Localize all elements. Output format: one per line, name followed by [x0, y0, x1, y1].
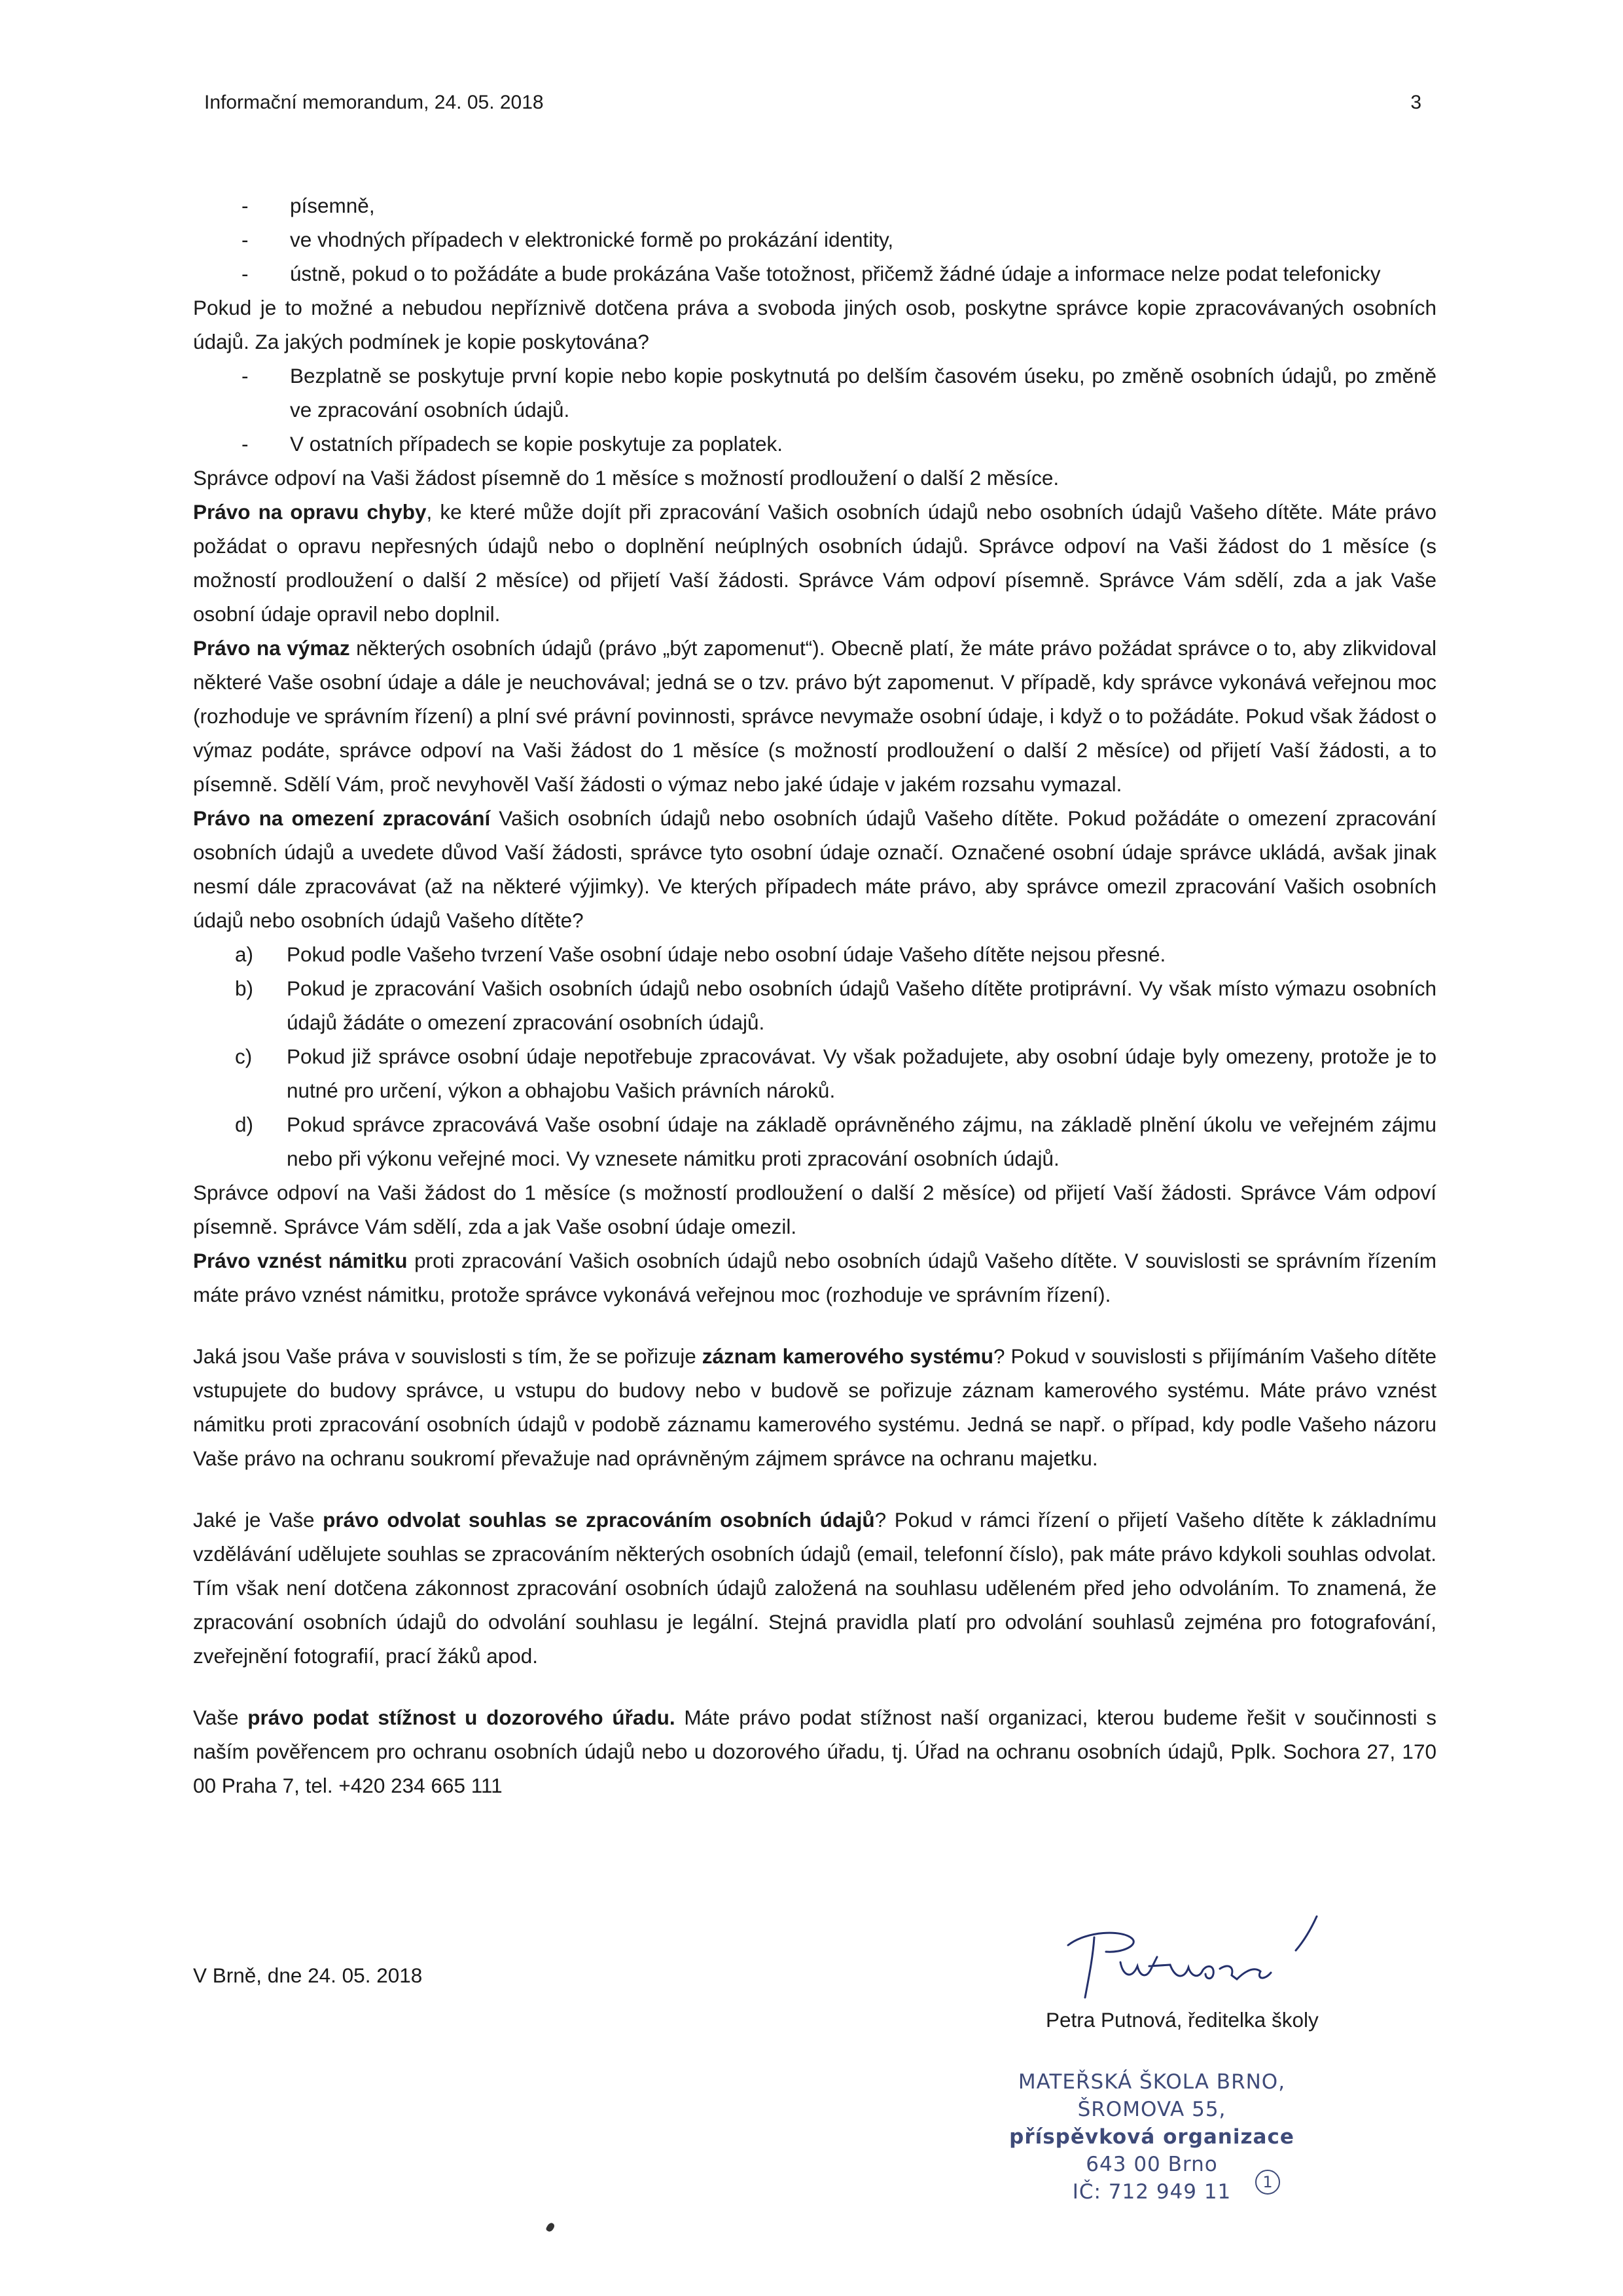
place-date: V Brně, dne 24. 05. 2018 [193, 1964, 423, 1987]
list-item [193, 1107, 1436, 1175]
list-marker: c) [235, 1045, 253, 1068]
copies-paragraph: Pokud je to možné a nebudou nepříznivě dotčena práva a svoboda jiných osob, poskytne správce kopie zpracovávaných osobních údajů. Za jakých podmínek je kopie poskytována? [193, 296, 1436, 353]
restriction-text: Vašich osobních údajů nebo osobních údajů Vašeho dítěte. Pokud požádáte o omezení zpracování osobních údajů a uvedete důvod Vaší žádosti, správce tyto osobní údaje označí. Označené osobní údaje správce ukládá, avšak jinak nesmí dále zpracovávat (až na některé výjimky). Ve kterých případech máte právo, aby správce omezil zpracování Vašich osobních údajů nebo osobních údajů Vašeho dítěte? [193, 806, 1437, 932]
restriction-reply: Správce odpoví na Vaši žádost do 1 měsíce (s možností prodloužení o další 2 měsíce) od přijetí Vaší žádosti. Správce Vám odpoví písemně. Správce Vám sdělí, zda a jak Vaše osobní údaje omezil. [193, 1181, 1436, 1238]
page-number: 3 [1410, 92, 1421, 113]
list-item [193, 359, 1436, 427]
list-marker: b) [235, 977, 254, 1000]
list-marker: a) [235, 942, 254, 966]
consent-text-before: Jaké je Vaše [193, 1508, 323, 1532]
paragraph-spacer [193, 1475, 1436, 1503]
page-header [204, 92, 1421, 124]
list-item-text: ústně, pokud o to požádáte a bude prokázána Vaše totožnost, přičemž žádné údaje a informace nelze podat telefonicky [290, 262, 1381, 285]
camera-heading: záznam kamerového systému [702, 1344, 993, 1368]
stamp-number-badge: 1 [1255, 2170, 1280, 2195]
list-item-text: Pokud podle Vašeho tvrzení Vaše osobní údaje nebo osobní údaje Vašeho dítěte nejsou přesné. [287, 942, 1166, 966]
list-item [193, 937, 1436, 971]
list-item-text: Pokud je zpracování Vašich osobních údajů nebo osobních údajů Vašeho dítěte protiprávní. Vy však místo výmazu osobních údajů žádáte o omezení zpracování osobních údajů. [287, 977, 1436, 1034]
list-item-text: V ostatních případech se kopie poskytuje za poplatek. [290, 432, 783, 456]
handwritten-signature [1060, 1911, 1335, 2009]
paragraph-spacer [193, 1312, 1436, 1339]
objection-paragraph [193, 1244, 1436, 1312]
list-marker: d) [235, 1113, 254, 1136]
camera-paragraph [193, 1339, 1436, 1475]
complaint-text-before: Vaše [193, 1706, 248, 1729]
list-item [193, 427, 1436, 461]
list-item [193, 257, 1436, 291]
document-body [193, 188, 1436, 1803]
correction-paragraph [193, 495, 1436, 631]
erasure-heading: Právo na výmaz [193, 636, 350, 660]
list-item-text: Bezplatně se poskytuje první kopie nebo kopie poskytnutá po delším časovém úseku, po změně osobních údajů, po změně ve zpracování osobních údajů. [290, 364, 1436, 422]
erasure-paragraph [193, 631, 1436, 801]
restriction-paragraph [193, 801, 1436, 937]
list-item-text: písemně, [290, 194, 375, 217]
correction-heading: Právo na opravu chyby [193, 500, 427, 524]
correction-text: , ke které může dojít při zpracování Vašich osobních údajů nebo osobních údajů Vašeho dítěte. Máte právo požádat o opravu nepřesných údajů nebo o doplnění neúplných osobních údajů. Správce odpoví na Vaši žádost do 1 měsíce (s možností prodloužení o další 2 měsíce) od přijetí Vaší žádosti. Správce Vám odpoví písemně. Správce Vám sdělí, zda a jak Vaše osobní údaje opravil nebo doplnil. [193, 500, 1436, 626]
stamp-line: IČ: 712 949 11 [1072, 2180, 1232, 2204]
list-item [193, 188, 1436, 223]
stamp-line: MATEŘSKÁ ŠKOLA BRNO, [1018, 2070, 1286, 2094]
complaint-heading: právo podat stížnost u dozorového úřadu. [247, 1706, 675, 1729]
list-marker: - [241, 262, 249, 285]
restriction-heading: Právo na omezení zpracování [193, 806, 491, 830]
stamp-line: příspěvková organizace [1009, 2125, 1294, 2149]
list-item [193, 971, 1436, 1039]
camera-text-before: Jaká jsou Vaše práva v souvislosti s tím, že se pořizuje [193, 1344, 702, 1368]
list-marker: - [241, 194, 249, 217]
consent-heading: právo odvolat souhlas se zpracováním osobních údajů [323, 1508, 875, 1532]
consent-paragraph [193, 1503, 1436, 1673]
ink-speck [545, 2221, 556, 2233]
list-marker: - [241, 364, 249, 387]
erasure-text: některých osobních údajů (právo „být zapomenut“). Obecně platí, že máte právo požádat správce o to, aby zlikvidoval některé Vaše osobní údaje a dále je neuchovával; jedná se o tzv. právo být zapomenut. V případě, kdy správce vykonává veřejnou moc (rozhoduje ve správním řízení) a plní své právní povinnosti, správce nevymaže osobní údaje, i když o to požádáte. Pokud však žádost o výmaz podáte, správce odpoví na Vaši žádost do 1 měsíce (s možností prodloužení o další 2 měsíce) od přijetí Vaší žádosti, a to písemně. Sdělí Vám, proč nevyhověl Vaší žádosti o výmaz nebo jaké údaje v jakém rozsahu vymazal. [193, 636, 1436, 796]
list-item-text: Pokud již správce osobní údaje nepotřebuje zpracovávat. Vy však požadujete, aby osobní údaje byly omezeny, protože je to nutné pro určení, výkon a obhajobu Vašich právních nároků. [287, 1045, 1436, 1102]
consent-text-after: ? Pokud v rámci řízení o přijetí Vašeho dítěte k základnímu vzdělávání udělujete souhlas se zpracováním některých osobních údajů (email, telefonní číslo), pak máte právo kdykoli souhlas odvolat. Tím však není dotčena zákonnost zpracování osobních údajů založená na souhlasu uděleném před jeho odvoláním. To znamená, že zpracování osobních údajů do odvolání souhlasu je legální. Stejná pravidla platí pro odvolání souhlasů zejména pro fotografování, zveřejnění fotografií, prací žáků apod. [193, 1508, 1436, 1668]
header-title: Informační memorandum, 24. 05. 2018 [204, 92, 544, 113]
list-marker: - [241, 228, 249, 251]
complaint-paragraph [193, 1700, 1436, 1803]
list-item-text: Pokud správce zpracovává Vaše osobní údaje na základě oprávněného zájmu, na základě plnění úkolu ve veřejném zájmu nebo při výkonu veřejné moci. Vy vznesete námitku proti zpracování osobních údajů. [287, 1113, 1436, 1170]
camera-text-after: ? Pokud v souvislosti s přijímáním Vašeho dítěte vstupujete do budovy správce, u vstupu do budovy nebo v budově se pořizuje záznam kamerového systému. Máte právo vznést námitku proti zpracování osobních údajů v podobě záznamu kamerového systému. Jedná se např. o případ, kdy podle Vašeho názoru Vaše právo na ochranu soukromí převažuje nad oprávněným zájmem správce na ochranu majetku. [193, 1344, 1436, 1470]
list-item [193, 1039, 1436, 1107]
list-item [193, 223, 1436, 257]
objection-text: proti zpracování Vašich osobních údajů nebo osobních údajů Vašeho dítěte. V souvislosti se správním řízením máte právo vznést námitku, protože správce vykonává veřejnou moc (rozhoduje ve správním řízení). [193, 1249, 1436, 1306]
complaint-text-after: Máte právo podat stížnost naší organizaci, kterou budeme řešit v součinnosti s naším pověřencem pro ochranu osobních údajů nebo u dozorového úřadu, tj. Úřad na ochranu osobních údajů, Pplk. Sochora 27, 170 00 Praha 7, tel. +420 234 665 111 [193, 1706, 1437, 1797]
list-item-text: ve vhodných případech v elektronické formě po prokázání identity, [290, 228, 894, 251]
objection-heading: Právo vznést námitku [193, 1249, 408, 1272]
stamp-line: ŠROMOVA 55, [1077, 2098, 1226, 2121]
stamp-line: 643 00 Brno [1086, 2153, 1218, 2176]
copies-reply: Správce odpoví na Vaši žádost písemně do 1 měsíce s možností prodloužení o další 2 měsíce. [193, 466, 1060, 490]
list-marker: - [241, 432, 249, 456]
signer-name: Petra Putnová, ředitelka školy [1046, 2008, 1319, 2032]
paragraph-spacer [193, 1673, 1436, 1700]
